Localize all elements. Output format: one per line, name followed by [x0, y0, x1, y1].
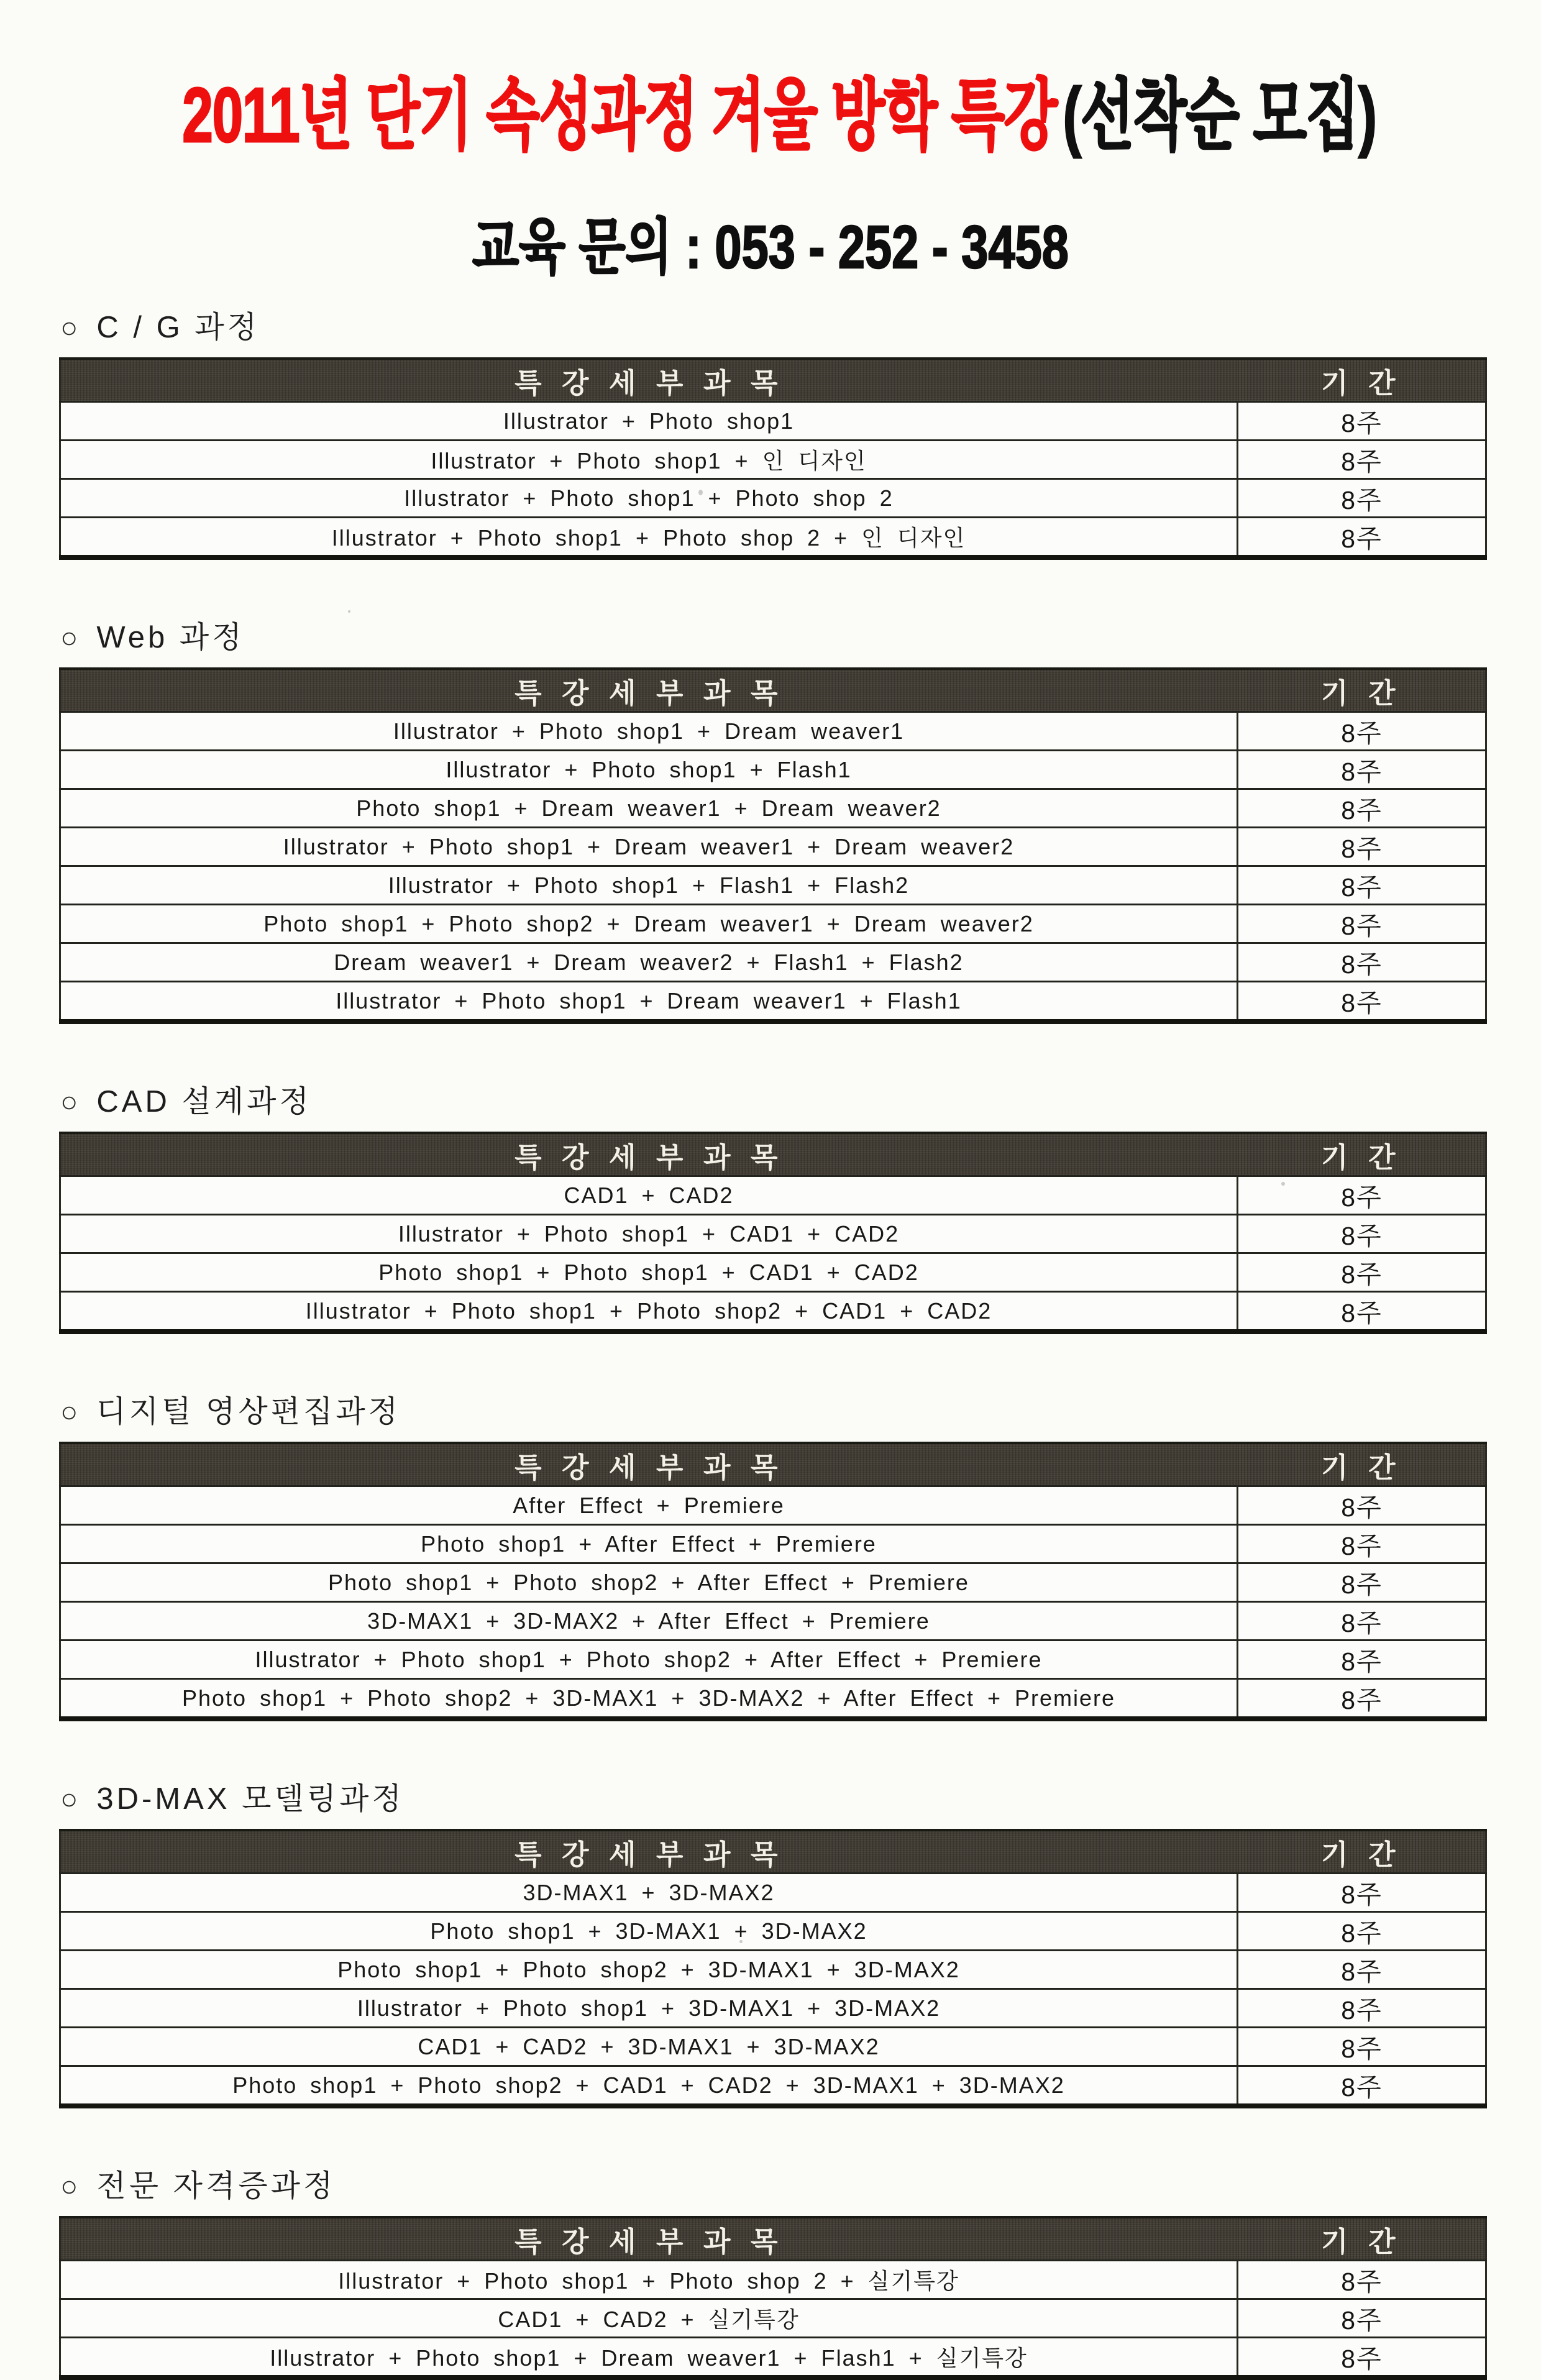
course-table-body: [60, 402, 1486, 558]
section-heading: [60, 309, 1485, 346]
course-duration: 8주: [1238, 2066, 1486, 2107]
course-subject: Illustrator + Photo shop1 + CAD1 + CAD2: [60, 1215, 1238, 1253]
course-row: [60, 1176, 1486, 1215]
course-subject: CAD1 + CAD2: [60, 1176, 1238, 1215]
course-row: [60, 1989, 1486, 2028]
course-row: [60, 866, 1486, 905]
course-subject: Illustrator + Photo shop1 + Dream weaver1: [60, 712, 1238, 751]
course-subject: Photo shop1 + Photo shop2 + 3D-MAX1 + 3D-MAX2: [60, 1951, 1238, 1989]
course-subject: Illustrator + Photo shop1 + Dream weaver1 + Flash1: [60, 982, 1238, 1022]
column-header-subject: 특 강 세 부 과 목: [60, 669, 1238, 712]
page-title: [182, 68, 1376, 164]
course-duration: 8주: [1238, 1563, 1486, 1602]
column-header-subject: 특 강 세 부 과 목: [60, 1443, 1238, 1486]
column-header-subject: 특 강 세 부 과 목: [60, 359, 1238, 402]
course-section: [59, 1780, 1485, 2108]
scan-speck: [1281, 1182, 1285, 1186]
column-header-subject: 특 강 세 부 과 목: [60, 2217, 1238, 2261]
course-subject: Photo shop1 + After Effect + Premiere: [60, 1525, 1238, 1563]
course-row: [60, 2299, 1486, 2338]
course-duration: 8주: [1238, 1292, 1486, 1332]
section-title: 3D-MAX 모델링과정: [96, 1782, 405, 1816]
course-row: [60, 479, 1486, 518]
circle-bullet-icon: ○: [60, 1782, 78, 1815]
course-row: [60, 1215, 1486, 1253]
section-title: Web 과정: [96, 621, 245, 654]
course-duration: 8주: [1238, 1253, 1486, 1292]
section-title: CAD 설계과정: [96, 1085, 312, 1119]
table-header-row: [60, 2217, 1486, 2261]
circle-bullet-icon: ○: [60, 2169, 78, 2202]
course-row: [60, 1912, 1486, 1951]
course-row: [60, 2338, 1486, 2378]
course-subject: Illustrator + Photo shop1 + Dream weaver1 + Flash1 + 실기특강: [60, 2338, 1238, 2378]
course-duration: 8주: [1238, 789, 1486, 828]
course-duration: 8주: [1238, 1215, 1486, 1253]
flyer-header: [0, 0, 1541, 279]
course-duration: 8주: [1238, 905, 1486, 943]
course-duration: 8주: [1238, 402, 1486, 441]
course-subject: Dream weaver1 + Dream weaver2 + Flash1 + Flash2: [60, 943, 1238, 982]
column-header-subject: 특 강 세 부 과 목: [60, 1830, 1238, 1874]
course-duration: 8주: [1238, 1874, 1486, 1912]
course-duration: 8주: [1238, 982, 1486, 1022]
course-row: [60, 2066, 1486, 2107]
course-duration: 8주: [1238, 1525, 1486, 1563]
course-row: [60, 1525, 1486, 1563]
scan-speck: [698, 490, 703, 495]
course-subject: Illustrator + Photo shop1 + Dream weaver1 + Dream weaver2: [60, 828, 1238, 866]
course-duration: 8주: [1238, 2338, 1486, 2378]
course-table-body: [60, 1486, 1486, 1719]
circle-bullet-icon: ○: [60, 1085, 78, 1118]
contact-phone-line: 교육 문의 : 053 - 252 - 3458: [472, 213, 1069, 281]
course-subject: After Effect + Premiere: [60, 1486, 1238, 1525]
course-row: [60, 789, 1486, 828]
course-row: [60, 1486, 1486, 1525]
column-header-duration: 기 간: [1238, 669, 1486, 712]
course-row: [60, 441, 1486, 479]
section-heading: [60, 2167, 1485, 2205]
course-subject: Photo shop1 + Photo shop2 + 3D-MAX1 + 3D-MAX2 + After Effect + Premiere: [60, 1679, 1238, 1719]
circle-bullet-icon: ○: [60, 621, 78, 654]
course-subject: Photo shop1 + Photo shop1 + CAD1 + CAD2: [60, 1253, 1238, 1292]
course-section: [59, 1393, 1485, 1721]
course-row: [60, 751, 1486, 789]
course-row: [60, 1292, 1486, 1332]
course-duration: 8주: [1238, 1951, 1486, 1989]
scan-speck: [739, 1940, 743, 1943]
course-duration: 8주: [1238, 751, 1486, 789]
course-subject: Illustrator + Photo shop1: [60, 402, 1238, 441]
course-subject: Illustrator + Photo shop1 + Photo shop2 + CAD1 + CAD2: [60, 1292, 1238, 1332]
circle-bullet-icon: ○: [60, 311, 78, 344]
course-duration: 8주: [1238, 2299, 1486, 2338]
course-subject: Photo shop1 + Dream weaver1 + Dream weaver2: [60, 789, 1238, 828]
course-subject: 3D-MAX1 + 3D-MAX2: [60, 1874, 1238, 1912]
course-subject: Illustrator + Photo shop1 + Photo shop2 + After Effect + Premiere: [60, 1641, 1238, 1679]
course-row: [60, 1563, 1486, 1602]
section-heading: [60, 1780, 1485, 1818]
course-subject: Photo shop1 + 3D-MAX1 + 3D-MAX2: [60, 1912, 1238, 1951]
course-table: [59, 1829, 1487, 2108]
course-duration: 8주: [1238, 2028, 1486, 2066]
course-subject: Photo shop1 + Photo shop2 + After Effect + Premiere: [60, 1563, 1238, 1602]
course-row: [60, 828, 1486, 866]
course-subject: Illustrator + Photo shop1 + 3D-MAX1 + 3D-MAX2: [60, 1989, 1238, 2028]
course-table: [59, 667, 1487, 1024]
section-title: 전문 자격증과정: [96, 2169, 336, 2203]
course-subject: 3D-MAX1 + 3D-MAX2 + After Effect + Premiere: [60, 1602, 1238, 1641]
course-table: [59, 357, 1487, 560]
column-header-duration: 기 간: [1238, 1133, 1486, 1176]
column-header-subject: 특 강 세 부 과 목: [60, 1133, 1238, 1176]
course-duration: 8주: [1238, 1989, 1486, 2028]
course-table-body: [60, 1176, 1486, 1332]
course-row: [60, 402, 1486, 441]
course-table: [59, 1442, 1487, 1721]
course-table: [59, 2216, 1487, 2380]
course-subject: Illustrator + Photo shop1 + Photo shop 2: [60, 479, 1238, 518]
course-section: [59, 309, 1485, 560]
course-duration: 8주: [1238, 866, 1486, 905]
course-sections: [0, 309, 1541, 2380]
course-subject: Illustrator + Photo shop1 + 인 디자인: [60, 441, 1238, 479]
section-heading: [60, 1083, 1485, 1120]
course-duration: 8주: [1238, 943, 1486, 982]
table-header-row: [60, 1443, 1486, 1486]
course-row: [60, 905, 1486, 943]
course-duration: 8주: [1238, 479, 1486, 518]
section-heading: [60, 1393, 1485, 1430]
course-duration: 8주: [1238, 1912, 1486, 1951]
table-header-row: [60, 1133, 1486, 1176]
course-duration: 8주: [1238, 1602, 1486, 1641]
scan-speck: [348, 610, 350, 613]
course-row: [60, 2261, 1486, 2299]
course-section: [59, 1083, 1485, 1334]
course-duration: 8주: [1238, 1641, 1486, 1679]
course-subject: Illustrator + Photo shop1 + Flash1 + Flash2: [60, 866, 1238, 905]
table-header-row: [60, 669, 1486, 712]
course-duration: 8주: [1238, 1176, 1486, 1215]
section-title: 디지털 영상편집과정: [96, 1395, 401, 1429]
course-row: [60, 518, 1486, 558]
course-subject: CAD1 + CAD2 + 3D-MAX1 + 3D-MAX2: [60, 2028, 1238, 2066]
course-section: [59, 2167, 1485, 2380]
course-subject: Illustrator + Photo shop1 + Photo shop 2 + 실기특강: [60, 2261, 1238, 2299]
course-duration: 8주: [1238, 712, 1486, 751]
course-row: [60, 982, 1486, 1022]
course-duration: 8주: [1238, 2261, 1486, 2299]
section-title: C / G 과정: [96, 311, 260, 344]
table-header-row: [60, 359, 1486, 402]
section-heading: [60, 619, 1485, 656]
course-row: [60, 1602, 1486, 1641]
course-subject: Photo shop1 + Photo shop2 + CAD1 + CAD2 + 3D-MAX1 + 3D-MAX2: [60, 2066, 1238, 2107]
course-table: [59, 1132, 1487, 1334]
course-duration: 8주: [1238, 441, 1486, 479]
title-main-red: 2011년 단기 속성과정 겨울 방학 특강: [182, 73, 1057, 159]
course-duration: 8주: [1238, 828, 1486, 866]
course-row: [60, 1951, 1486, 1989]
course-row: [60, 712, 1486, 751]
course-duration: 8주: [1238, 518, 1486, 558]
course-subject: Illustrator + Photo shop1 + Photo shop 2 + 인 디자인: [60, 518, 1238, 558]
circle-bullet-icon: ○: [60, 1395, 78, 1428]
column-header-duration: 기 간: [1238, 1443, 1486, 1486]
course-row: [60, 943, 1486, 982]
course-duration: 8주: [1238, 1486, 1486, 1525]
course-row: [60, 2028, 1486, 2066]
table-header-row: [60, 1830, 1486, 1874]
course-row: [60, 1641, 1486, 1679]
column-header-duration: 기 간: [1238, 2217, 1486, 2261]
course-row: [60, 1679, 1486, 1719]
course-table-body: [60, 1874, 1486, 2107]
course-row: [60, 1253, 1486, 1292]
column-header-duration: 기 간: [1238, 359, 1486, 402]
course-subject: Photo shop1 + Photo shop2 + Dream weaver1 + Dream weaver2: [60, 905, 1238, 943]
course-row: [60, 1874, 1486, 1912]
course-subject: CAD1 + CAD2 + 실기특강: [60, 2299, 1238, 2338]
title-note-black: (선착순 모집): [1063, 73, 1376, 159]
course-table-body: [60, 2261, 1486, 2378]
course-table-body: [60, 712, 1486, 1022]
course-duration: 8주: [1238, 1679, 1486, 1719]
course-subject: Illustrator + Photo shop1 + Flash1: [60, 751, 1238, 789]
course-section: [59, 619, 1485, 1024]
column-header-duration: 기 간: [1238, 1830, 1486, 1874]
